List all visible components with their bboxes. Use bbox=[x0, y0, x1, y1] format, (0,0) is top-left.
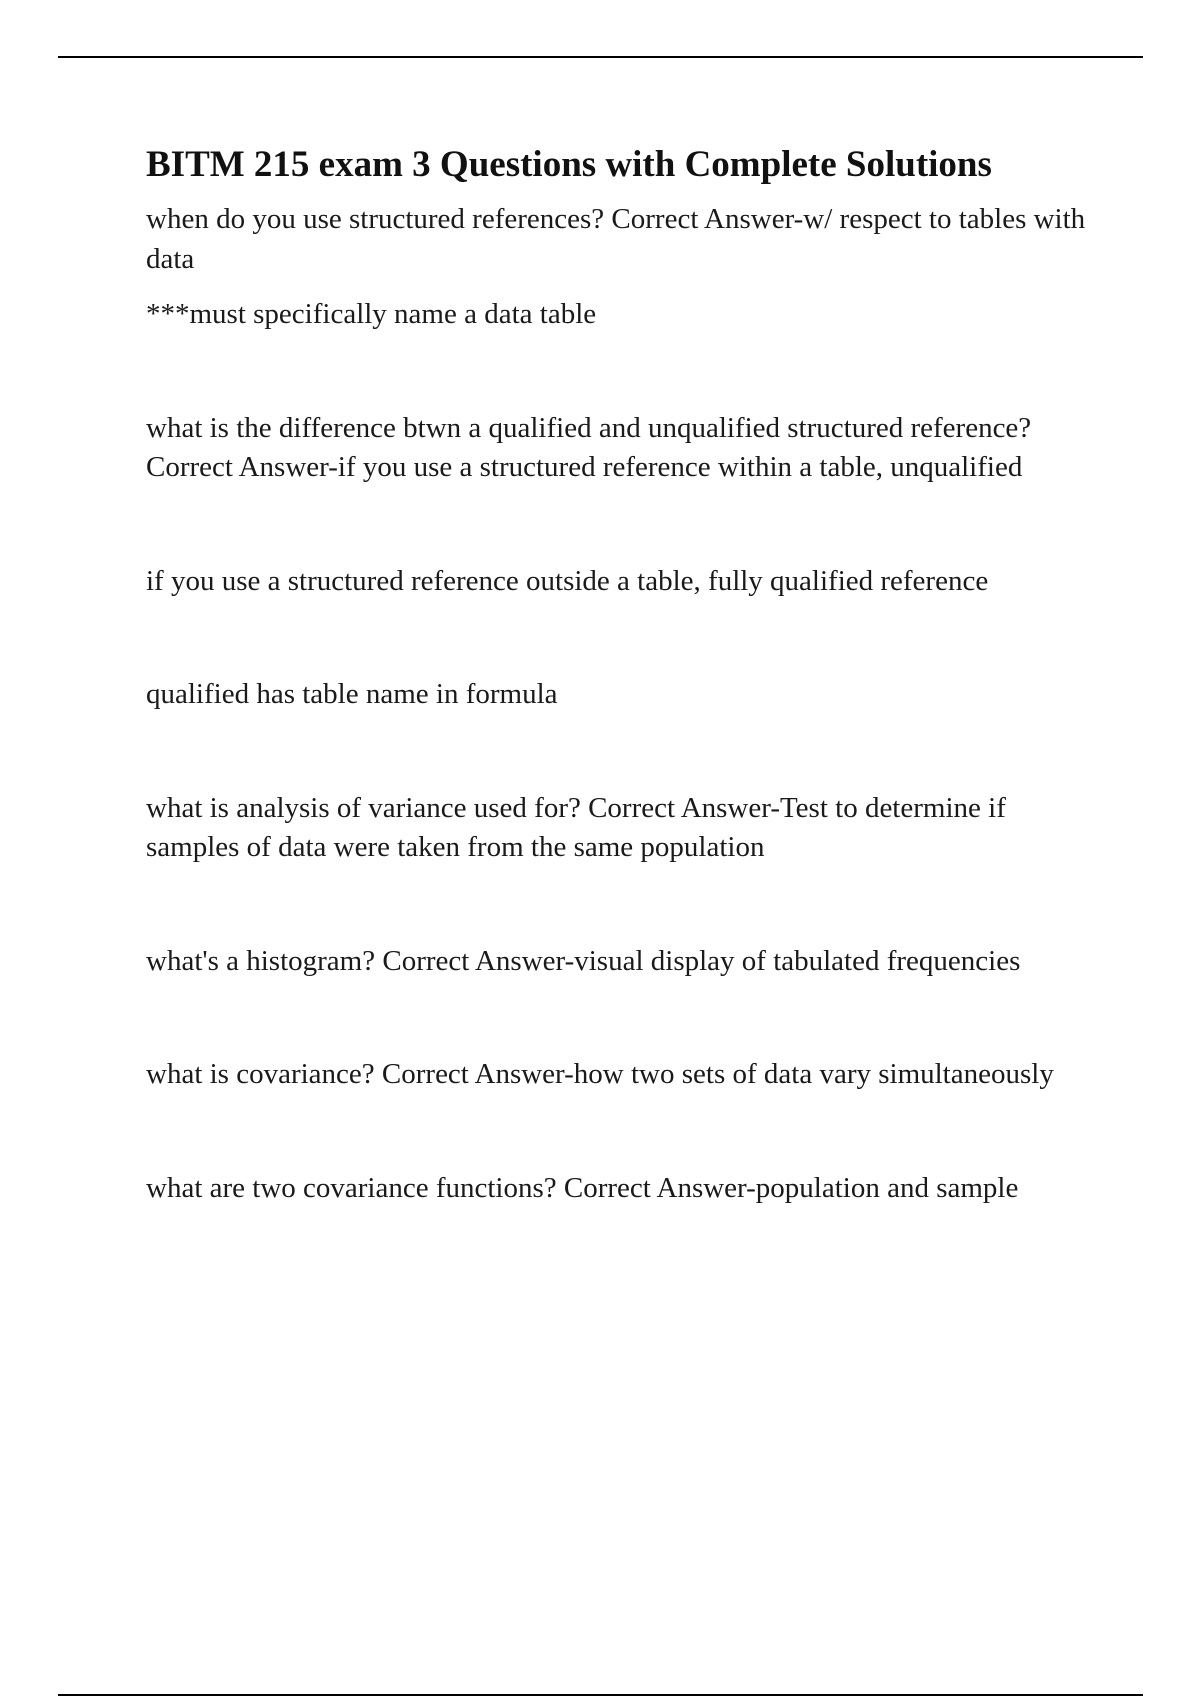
paragraph-name-data-table: ***must specifically name a data table bbox=[146, 298, 597, 330]
paragraph-structured-references: when do you use structured references? Correct Answer-w/ respect to tables with data bbox=[146, 203, 1086, 275]
paragraph-covariance-functions: what are two covariance functions? Correct Answer-population and sample bbox=[146, 1171, 1019, 1204]
paragraph-analysis-of-variance: what is analysis of variance used for? Correct Answer-Test to determine if samples of data were taken from the same population bbox=[146, 791, 1006, 863]
paragraph-qualified-unqualified: what is the difference btwn a qualified and unqualified structured reference? Correct Answer-if you use a structured reference within a table, unqualified bbox=[146, 411, 1032, 483]
document-body bbox=[146, 140, 1096, 1208]
paragraph-outside-table: if you use a structured reference outside a table, fully qualified reference bbox=[146, 564, 989, 597]
footer-rule bbox=[58, 1694, 1143, 1696]
paragraph-qualified-table-name: qualified has table name in formula bbox=[146, 678, 558, 710]
paragraph-histogram: what's a histogram? Correct Answer-visual display of tabulated frequencies bbox=[146, 944, 1021, 977]
document-title: BITM 215 exam 3 Questions with Complete Solutions bbox=[146, 144, 992, 185]
paragraph-covariance: what is covariance? Correct Answer-how two sets of data vary simultaneously bbox=[146, 1058, 1054, 1090]
header-rule bbox=[58, 56, 1143, 58]
